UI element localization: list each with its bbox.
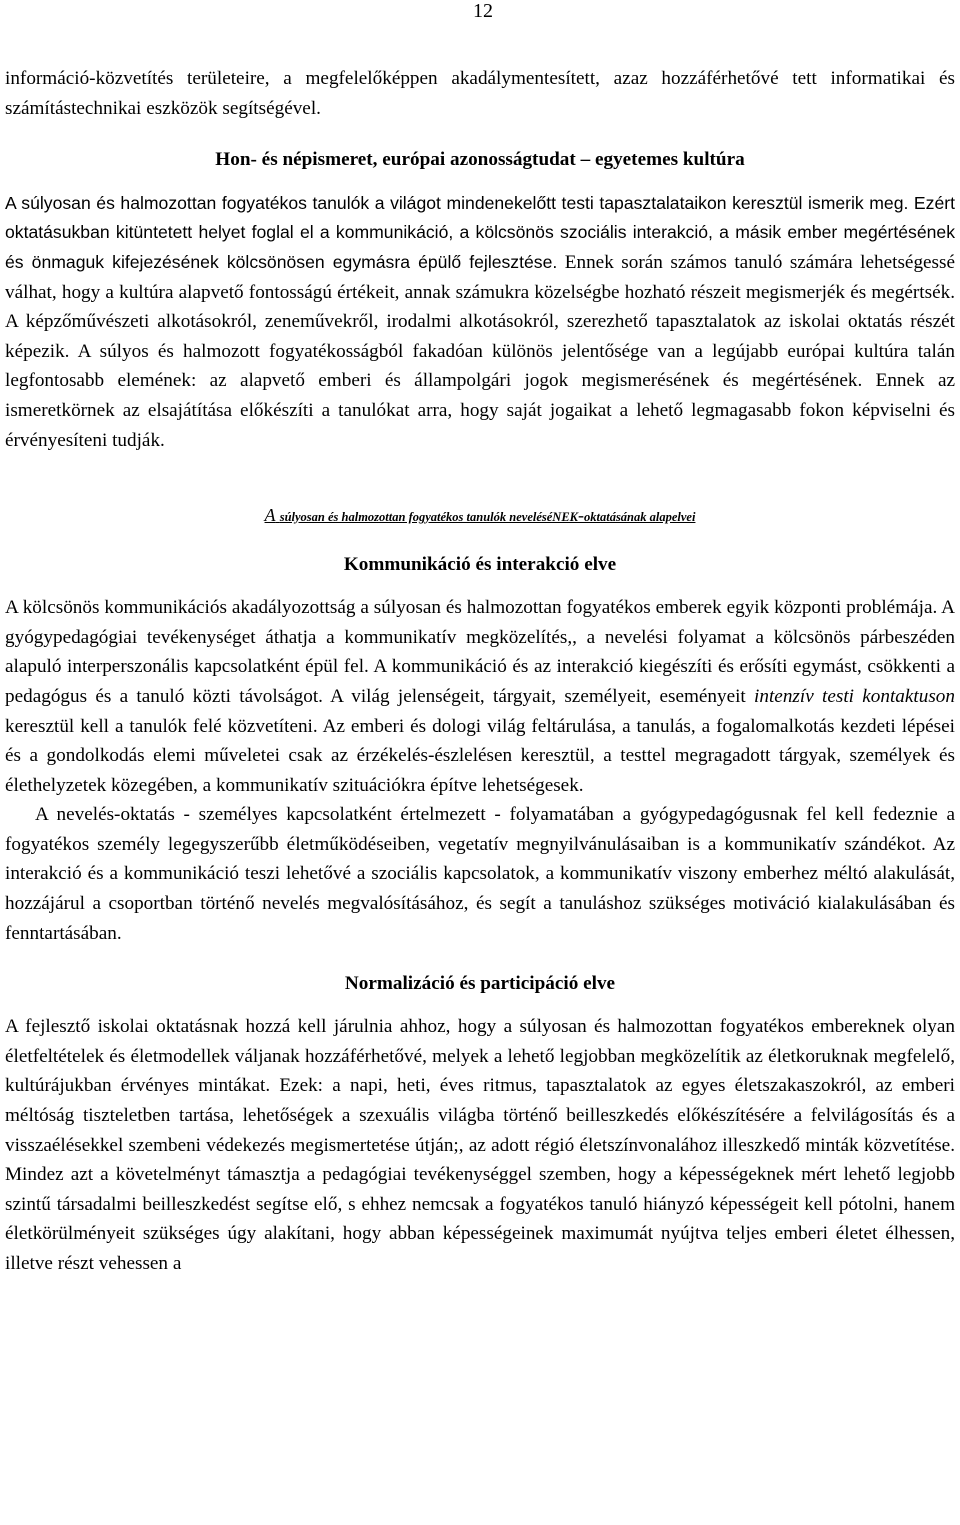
document-body — [5, 64, 955, 1279]
page-number: 12 — [473, 0, 493, 22]
intro-paragraph: információ-közvetítés területeire, a megfelelőképpen akadálymentesített, azaz hozzáférhetővé tett informatikai és számítástechnikai eszközök segítségével. — [5, 68, 955, 119]
culture-paragraph-serif-part: Ennek során számos tanuló számára lehetségessé válhat, hogy a kultúra alapvető fontosságú értékeit, annak számukra közelségbe hozható részeit megismerjék és megértsék. A képzőművészeti alkotásokról, zeneművekről, irodalmi alkotásokról, szerezhető tapasztalatok az iskolai oktatás részét képezik. A súlyos és halmozott fogyatékosságból fakadóan különös jelentősége van a legújabb európai kultúra talán legfontosabb elemének: az alapvető emberi és állampolgári jogok megismerésének és megértésének. Ennek az ismeretkörnek az elsajátítása előkészíti a tanulókat arra, hogy saját jogaikat a lehető legmagasabb fokon képviselni és érvényesíteni tudják. — [5, 251, 955, 451]
communication-emphasis: intenzív testi kontaktuson — [754, 685, 955, 707]
normalization-paragraph: A fejlesztő iskolai oktatásnak hozzá kell járulnia ahhoz, hogy a súlyosan és halmozottan fogyatékos embereknek olyan életfeltételek és életmodellek váljanak hozzáférhetővé, melyek a lehető legjobban megközelítik az életkoruknak megfelelő, kultúrájukban érvényes mintákat. Ezek: a napi, heti, éves ritmus, tapasztalatok az egyes életszakaszokról, az emberi méltóság tiszteletben tartása, lehetőségek a szexuális világba történő beilleszkedés előkészítésére a felvilágosítás és a visszaélésekkel szembeni védekezés megismertetése útján;, az adott régió életszínvonalához illeszkedő minták közvetítése. Mindez azt a követelményt támasztja a pedagógiai tevékenységgel szemben, hogy a képességeknek mért lehető legjobb szintű társadalmi beilleszkedést segítse elő, s ehhez nemcsak a fogyatékos tanuló hiányzó képességeit kell pótolni, hanem életkörülményeit szükséges úgy alakítani, hogy abban képességeinek maximumát nyújtva teljes emberi életet élhessen, illetve részt vehessen a — [5, 1016, 955, 1274]
chapter-title-part2: oktatásának alapelvei — [584, 510, 696, 525]
culture-paragraph — [5, 189, 955, 455]
chapter-title — [5, 503, 955, 529]
chapter-title-hyphen: - — [578, 505, 584, 526]
communication-text-a: A kölcsönös kommunikációs akadályozottság a súlyosan és halmozottan fogyatékos emberek egyik központi problémája. A gyógypedagógiai tevékenységet áthatja a kommunikatív megközelítés,, a nevelési folyamat a kölcsönös párbeszéden alapuló interperszonális kapcsolatként épül fel. A kommunikáció és az interakció kiegészíti és erősíti egymást, csökkenti a pedagógus és a tanuló közti távolságot. A világ jelenségeit, tárgyait, személyeit, eseményeit — [5, 597, 955, 707]
communication-paragraph-2: A nevelés-oktatás - személyes kapcsolatként értelmezett - folyamatában a gyógypedagógusnak fel kell fedeznie a fogyatékos személy legegyszerűbb életműködéseiben, vegetatív megnyilvánulásaiban is a kommunikatív szándékot. Az interakció és a kommunikáció teszi lehetővé a szociális kapcsolatok, a kommunikatív viszony emberhez méltó alakulását, hozzájárul a csoportban történő nevelés megvalósításához, és segít a tanuláshoz szükséges motiváció kialakulásában és fenntartásában. — [5, 804, 955, 944]
culture-paragraph-sans-part: A súlyosan és halmozottan fogyatékos tanulók a világot mindenekelőtt testi tapasztalataikon keresztül ismerik meg. Ezért oktatásukban kitüntetett helyet foglal el a kommunikáció, a kölcsönös szociális interakció, a másik ember megértésének és önmaguk kifejezésének kölcsönösen egymásra épülő fejlesztése. — [5, 192, 955, 272]
communication-paragraph-1 — [5, 593, 955, 800]
chapter-title-initial: A — [264, 505, 276, 526]
section-heading-culture: Hon- és népismeret, európai azonosságtudat – egyetemes kultúra — [215, 149, 745, 171]
chapter-title-part1: súlyosan és halmozottan fogyatékos tanulók neveléséNEK — [279, 510, 578, 525]
communication-text-b: keresztül kell a tanulók felé közvetíteni. Az emberi és dologi világ feltárulása, a tanulás, a fogalomalkotás kezdeti lépései és a gondolkodás elemi műveletei csak az érzékelés-észlelésen keresztül, a testtel megragadott tárgyak, személyek és élethelyzetek közegében, a kommunikatív szituációkra építve lehetségesek. — [5, 715, 955, 796]
section-heading-communication: Kommunikáció és interakció elve — [343, 554, 617, 576]
section-heading-normalization: Normalizáció és participáció elve — [344, 973, 616, 995]
